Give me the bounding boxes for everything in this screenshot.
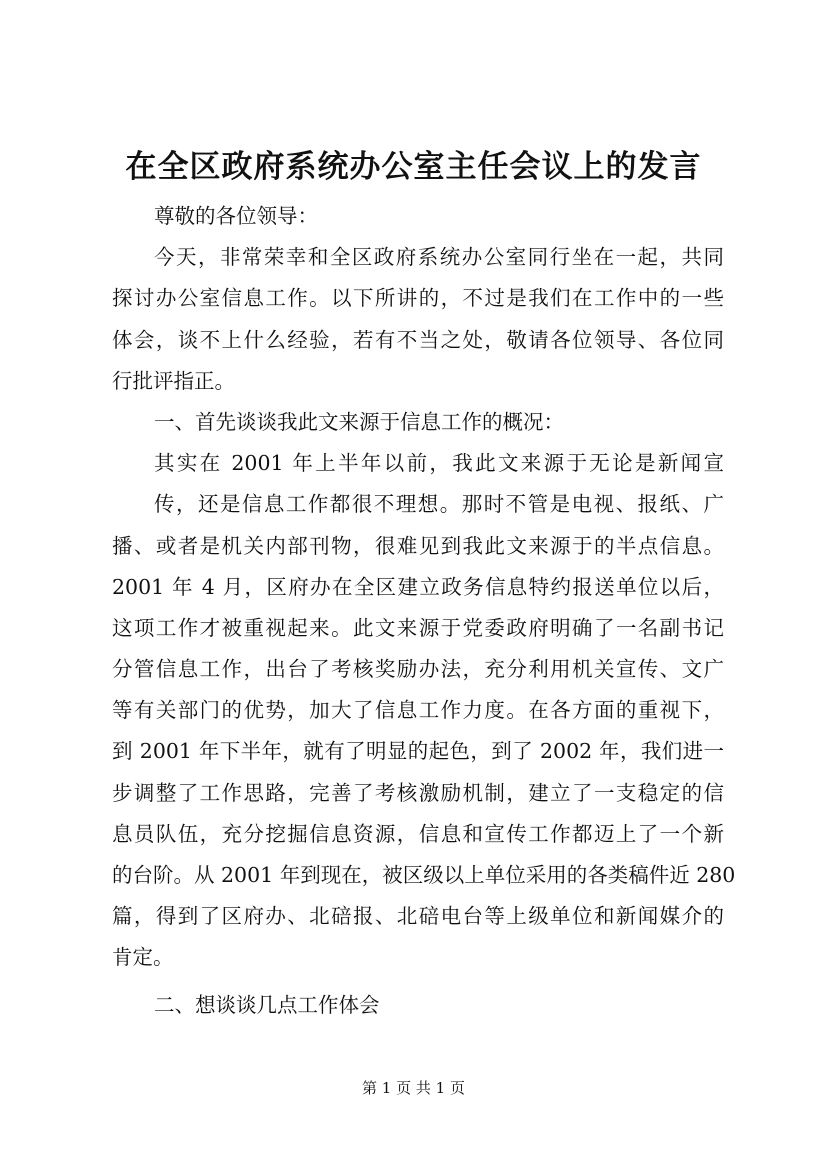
paragraph-line: 播、或者是机关内部刊物，很难见到我此文来源于的半点信息。 (112, 533, 724, 558)
paragraph-line: 今天，非常荣幸和全区政府系统办公室同行坐在一起，共同 (154, 245, 724, 270)
paragraph-opening (112, 237, 724, 402)
paragraph-line: 步调整了工作思路，完善了考核激励机制，建立了一支稳定的信 (112, 780, 724, 805)
paragraph-line: 分管信息工作，出台了考核奖励办法，充分利用机关宣传、文广 (112, 657, 724, 682)
paragraph-line: 探讨办公室信息工作。以下所讲的，不过是我们在工作中的一些 (112, 286, 724, 311)
paragraph-line: 这项工作才被重视起来。此文来源于党委政府明确了一名副书记 (112, 615, 724, 640)
paragraph-line: 的台阶。从 2001 年到现在，被区级以上单位采用的各类稿件近 280 (112, 863, 736, 887)
document-body (112, 196, 736, 1026)
document-title: 在全区政府系统办公室主任会议上的发言 (125, 149, 702, 185)
paragraph-overview (112, 443, 736, 978)
paragraph-line: 2001 年 4 月，区府办在全区建立政务信息特约报送单位以后， (112, 574, 724, 599)
paragraph-line: 传，还是信息工作都很不理想。那时不管是电视、报纸、广 (154, 492, 724, 517)
paragraph-line: 行批评指正。 (112, 368, 235, 393)
section-heading-1: 一、首先谈谈我此文来源于信息工作的概况： (154, 409, 564, 434)
paragraph-line: 体会，谈不上什么经验，若有不当之处，敬请各位领导、各位同 (112, 327, 724, 352)
paragraph-line: 篇，得到了区府办、北碚报、北碚电台等上级单位和新闻媒介的 (112, 904, 724, 929)
paragraph-line: 肯定。 (112, 945, 174, 970)
page-footer: 第 1 页 共 1 页 (362, 1079, 465, 1097)
paragraph-line: 其实在 2001 年上半年以前，我此文来源于无论是新闻宣 (154, 451, 724, 476)
paragraph-line: 到 2001 年下半年，就有了明显的起色，到了 2002 年，我们进一 (112, 739, 724, 764)
greeting: 尊敬的各位领导： (154, 204, 318, 228)
paragraph-line: 等有关部门的优势，加大了信息工作力度。在各方面的重视下， (112, 698, 724, 723)
paragraph-line: 息员队伍，充分挖掘信息资源，信息和宣传工作都迈上了一个新 (112, 821, 724, 846)
section-heading-2: 二、想谈谈几点工作体会 (154, 992, 380, 1017)
